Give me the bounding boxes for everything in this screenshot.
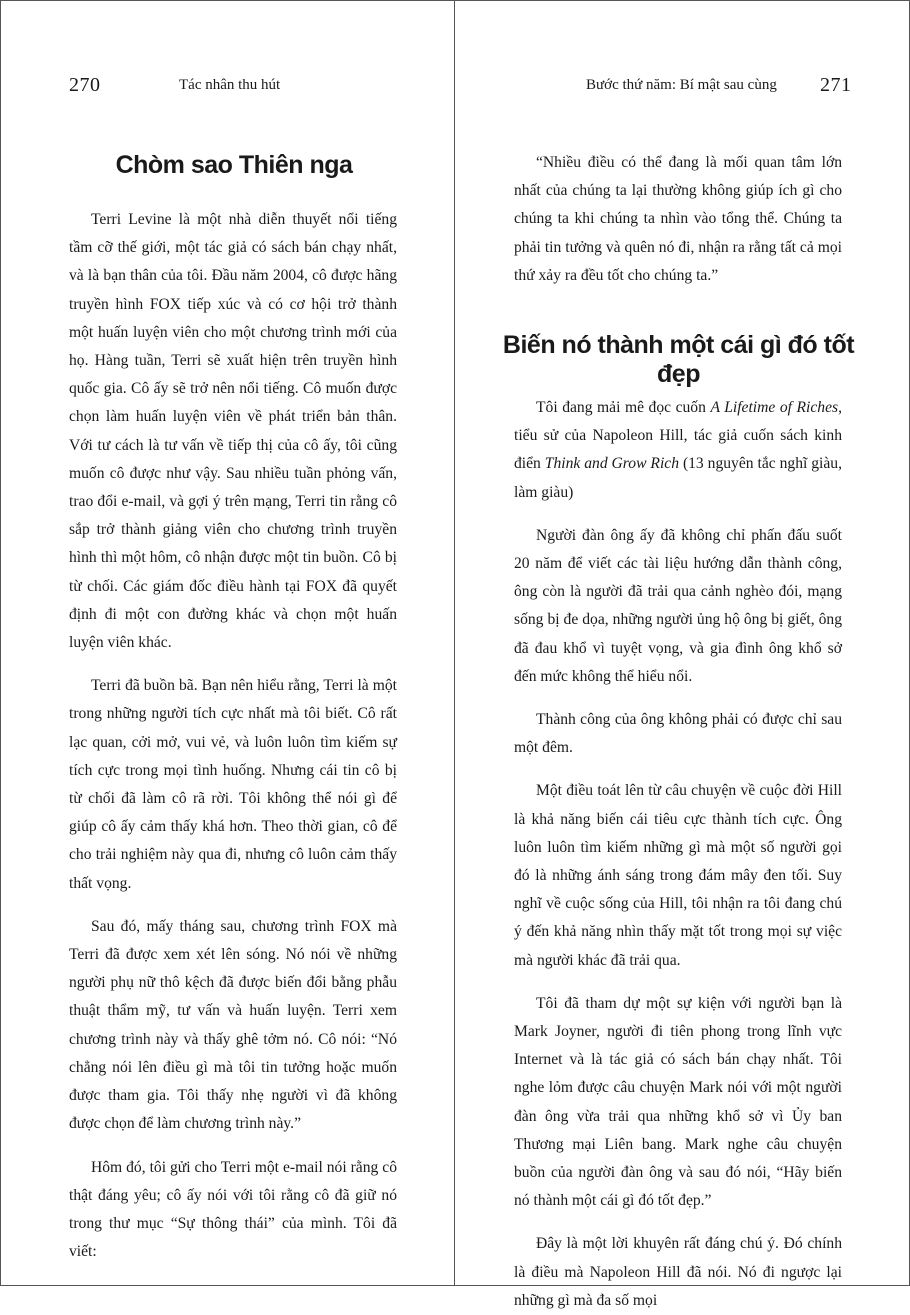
body-text xyxy=(514,394,842,1315)
paragraph: Một điều toát lên từ câu chuyện về cuộc đời Hill là khả năng biến cái tiêu cực thành tích cực. Ông luôn luôn tìm kiếm những gì mà một số người gọi đó là những ánh sáng trong đám mây đen tối. Suy nghĩ về cuộc sống của Hill, tôi nhận ra tôi đang chú ý đến khả năng nhìn thấy mặt tốt trong mọi sự việc mà người khác đã trải qua. xyxy=(514,782,842,969)
paragraph: Terri Levine là một nhà diễn thuyết nổi tiếng tầm cỡ thế giới, một tác giả có sách bán chạy nhất, và là bạn thân của tôi. Đầu năm 2004, cô được hãng truyền hình FOX tiếp xúc và có cơ hội trở thành một huấn luyện viên cho một chương trình mới của họ. Hàng tuần, Terri sẽ xuất hiện trên truyền hình quốc gia. Cô ấy sẽ trở nên nổi tiếng. Cô muốn được chọn làm huấn luyện viên về phát triển bản thân. Với tư cách là tư vấn về tiếp thị của cô ấy, tôi cũng muốn cô được như vậy. Sau nhiều tuần phỏng vấn, trao đổi e-mail, và gợi ý trên mạng, Terri tin rằng cô sắp trở thành giảng viên cho chương trình truyền hình thì một hôm, cô nhận được một tin buồn. Cô bị từ chối. Các giám đốc điều hành tại FOX đã quyết định đi một con đường khác và chọn một huấn luyện viên khác. xyxy=(69,211,397,652)
page-number: 271 xyxy=(820,74,852,96)
running-head: Bước thứ năm: Bí mật sau cùng xyxy=(586,77,777,93)
left-page xyxy=(1,1,455,1285)
text-run: Tôi đang mải mê đọc cuốn xyxy=(536,399,711,416)
text-run: (13 nguyên tắc nghĩ giàu, làm giàu) xyxy=(514,455,842,501)
paragraph: Tôi đã tham dự một sự kiện với người bạn là Mark Joyner, người đi tiên phong trong lĩnh vực Internet và là tác giả có sách bán chạy nhất. Tôi nghe lỏm được câu chuyện Mark nói với một người đàn ông vừa trải qua những khổ sở vì Ủy ban Thương mại Liên bang. Mark nghe câu chuyện buồn của người đàn ông và sau đó nói, “Hãy biến nó thành một cái gì đó tốt đẹp.” xyxy=(514,994,842,1210)
quote-text xyxy=(514,149,842,290)
book-title: Think and Grow Rich xyxy=(544,455,680,473)
right-page xyxy=(456,1,910,1309)
paragraph xyxy=(514,394,842,507)
book-title: A Lifetime of Riches xyxy=(710,399,839,416)
section-heading: Biến nó thành một cái gì đó tốt đẹp xyxy=(502,331,855,388)
paragraph: Hôm đó, tôi gửi cho Terri một e-mail nói rằng cô thật đáng yêu; cô ấy nói với tôi rằng cô đã giữ nó trong thư mục “Sự thông thái” của mình. Tôi đã viết: xyxy=(69,1158,397,1261)
body-text xyxy=(69,206,397,1266)
paragraph: Đây là một lời khuyên rất đáng chú ý. Đó chính là điều mà Napoleon Hill đã nói. Nó đi ngược lại những gì mà đa số mọi xyxy=(514,1235,842,1309)
running-head: Tác nhân thu hút xyxy=(179,77,281,93)
paragraph: Terri đã buồn bã. Bạn nên hiểu rằng, Terri là một trong những người tích cực nhất mà tôi biết. Cô rất lạc quan, cởi mở, vui vẻ, và luôn luôn tìm kiếm sự tích cực trong mọi tình huống. Nhưng cái tin cô bị từ chối đã làm cô rã rời. Tôi không thể nói gì để giúp cô ấy cảm thấy khá hơn. Theo thời gian, cô để cho trải nghiệm này qua đi, nhưng cô luôn cảm thấy thất vọng. xyxy=(69,677,397,892)
paragraph: Thành công của ông không phải có được chỉ sau một đêm. xyxy=(514,711,842,757)
section-heading: Chòm sao Thiên nga xyxy=(115,151,353,179)
page-number: 270 xyxy=(69,74,101,96)
paragraph: Người đàn ông ấy đã không chỉ phấn đấu suốt 20 năm để viết các tài liệu hướng dẫn thành công, ông còn là người đã trải qua cảnh nghèo đói, mạng sống bị đe dọa, những người ủng hộ ông bị giết, ông đã đau khổ vì tuyệt vọng, và gia đình ông khổ sở đến mức không thể hiểu nổi. xyxy=(514,526,842,685)
quote-paragraph: “Nhiều điều có thể đang là mối quan tâm lớn nhất của chúng ta lại thường không giúp ích gì cho chúng ta khi chúng ta nhìn vào tổng thể. Chúng ta phải tin tưởng và quên nó đi, nhận ra rằng tất cả mọi thứ xảy ra đều tốt cho chúng ta.” xyxy=(514,154,842,284)
paragraph: Sau đó, mấy tháng sau, chương trình FOX mà Terri đã được xem xét lên sóng. Nó nói về những người phụ nữ thô kệch đã được biến đổi bằng phẫu thuật thẩm mỹ, tư vấn và huấn luyện. Terri xem chương trình này và thấy ghê tởm nó. Cô nói: “Nó chẳng nói lên điều gì mà tôi tin tưởng hoặc muốn được tham gia. Tôi thấy nhẹ người vì đã không được chọn để làm chương trình này.” xyxy=(69,917,397,1133)
text-run: , tiểu sử của Napoleon Hill, tác giả cuốn sách kinh điển xyxy=(514,399,842,473)
